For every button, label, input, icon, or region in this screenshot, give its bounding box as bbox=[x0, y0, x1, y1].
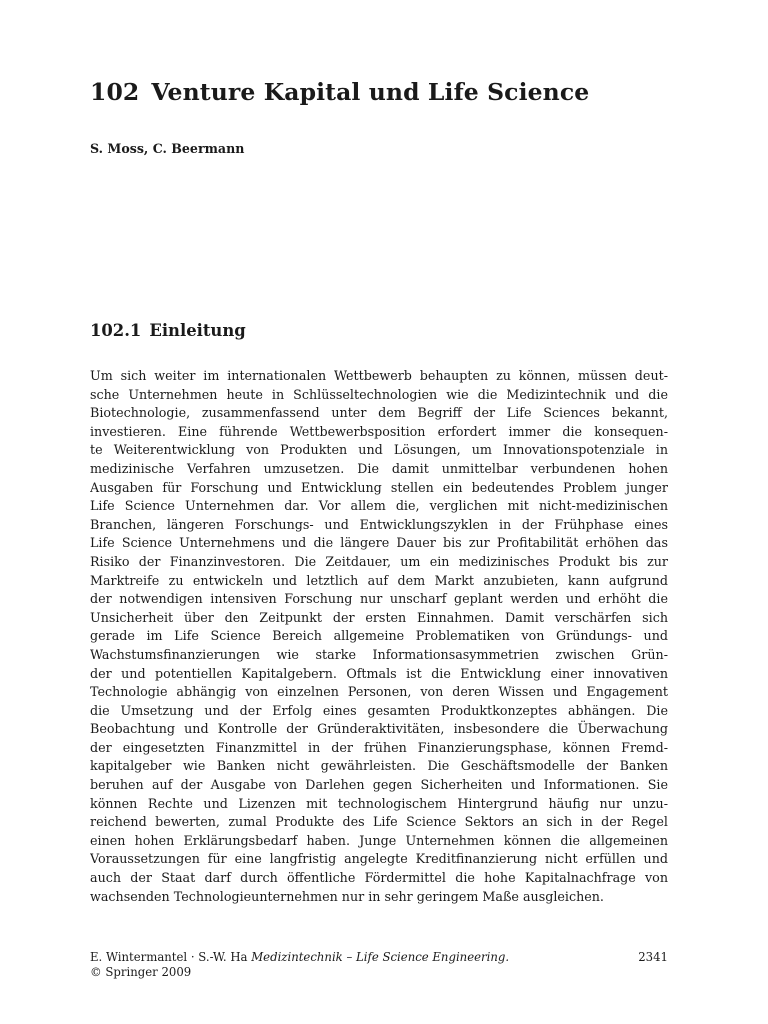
paragraph-line: Beobachtung und Kontrolle der Gründeraktivitäten, insbesondere die Überwachung bbox=[90, 721, 668, 737]
paragraph-line: Voraussetzungen für eine langfristig angelegte Kreditfinanzierung nicht erfüllen und bbox=[90, 851, 668, 867]
paragraph-line: Technologie abhängig von einzelnen Personen, von deren Wissen und Engagement bbox=[90, 684, 668, 700]
paragraph-line: te Weiterentwicklung von Produkten und Lösungen, um Innovationspotenziale in bbox=[90, 442, 668, 458]
chapter-heading bbox=[90, 78, 589, 106]
paragraph-line: kapitalgeber wie Banken nicht gewährleisten. Die Geschäftsmodelle der Banken bbox=[90, 758, 668, 774]
section-heading bbox=[90, 321, 246, 340]
paragraph-line: investieren. Eine führende Wettbewerbsposition erfordert immer die konsequen- bbox=[90, 423, 668, 439]
paragraph-line: Ausgaben für Forschung und Entwicklung stellen ein bedeutendes Problem junger bbox=[90, 479, 668, 495]
paragraph-line: Um sich weiter im internationalen Wettbewerb behaupten zu können, müssen deut- bbox=[90, 368, 668, 383]
paragraph-line: Life Science Unternehmens und die längere Dauer bis zur Profitabilität erhöhen das bbox=[90, 535, 668, 551]
chapter-number: 102 bbox=[90, 78, 140, 106]
paragraph-line: reichend bewerten, zumal Produkte des Life Science Sektors an sich in der Regel bbox=[90, 814, 668, 830]
body-paragraph bbox=[90, 367, 668, 906]
page-footer bbox=[90, 950, 668, 980]
paragraph-line: Wachstumsfinanzierungen wie starke Informationsasymmetrien zwischen Grün- bbox=[90, 646, 668, 662]
paragraph-line: der und potentiellen Kapitalgebern. Oftmals ist die Entwicklung einer innovativen bbox=[90, 665, 668, 681]
paragraph-line: Unsicherheit über den Zeitpunkt der ersten Einnahmen. Damit verschärfen sich bbox=[90, 609, 668, 625]
paragraph-line: auch der Staat darf durch öffentliche Fördermittel die hohe Kapitalnachfrage von bbox=[90, 870, 668, 886]
paragraph-line: sche Unternehmen heute in Schlüsseltechnologien wie die Medizintechnik und die bbox=[90, 386, 668, 402]
section-number: 102.1 bbox=[90, 321, 142, 340]
footer-editors: E. Wintermantel · S.-W. Ha bbox=[90, 950, 248, 964]
paragraph-line: Risiko der Finanzinvestoren. Die Zeitdauer, um ein medizinisches Produkt bis zur bbox=[90, 553, 668, 569]
footer-book-title: Medizintechnik – Life Science Engineering. bbox=[251, 950, 510, 964]
chapter-title: Venture Kapital und Life Science bbox=[151, 78, 590, 106]
paragraph-line: Biotechnologie, zusammenfassend unter dem Begriff der Life Sciences bekannt, bbox=[90, 405, 668, 421]
paragraph-line: können Rechte und Lizenzen mit technologischem Hintergrund häufig nur unzu- bbox=[90, 795, 668, 811]
paragraph-line: gerade im Life Science Bereich allgemeine Problematiken von Gründungs- und bbox=[90, 628, 668, 644]
paragraph-line: medizinische Verfahren umzusetzen. Die damit unmittelbar verbundenen hohen bbox=[90, 460, 668, 476]
paragraph-line: Branchen, längeren Forschungs- und Entwicklungszyklen in der Frühphase eines bbox=[90, 516, 668, 532]
paragraph-line: beruhen auf der Ausgabe von Darlehen gegen Sicherheiten und Informationen. Sie bbox=[90, 777, 668, 793]
authors: S. Moss, C. Beermann bbox=[90, 141, 245, 156]
paragraph-line: Life Science Unternehmen dar. Vor allem die, verglichen mit nicht-medizinischen bbox=[90, 498, 668, 514]
footer-copyright: © Springer 2009 bbox=[90, 965, 192, 979]
paragraph-line: wachsenden Technologieunternehmen nur in sehr geringem Maße ausgleichen. bbox=[90, 888, 604, 904]
page-number: 2341 bbox=[638, 950, 668, 964]
paragraph-line: einen hohen Erklärungsbedarf haben. Junge Unternehmen können die allgemeinen bbox=[90, 832, 668, 848]
section-title: Einleitung bbox=[149, 321, 246, 340]
paragraph-line: der eingesetzten Finanzmittel in der frühen Finanzierungsphase, können Fremd- bbox=[90, 739, 668, 755]
paragraph-line: der notwendigen intensiven Forschung nur unscharf geplant werden und erhöht die bbox=[90, 591, 668, 607]
paragraph-line: die Umsetzung und der Erfolg eines gesamten Produktkonzeptes abhängen. Die bbox=[90, 702, 668, 718]
paragraph-line: Marktreife zu entwickeln und letztlich auf dem Markt anzubieten, kann aufgrund bbox=[90, 572, 668, 588]
